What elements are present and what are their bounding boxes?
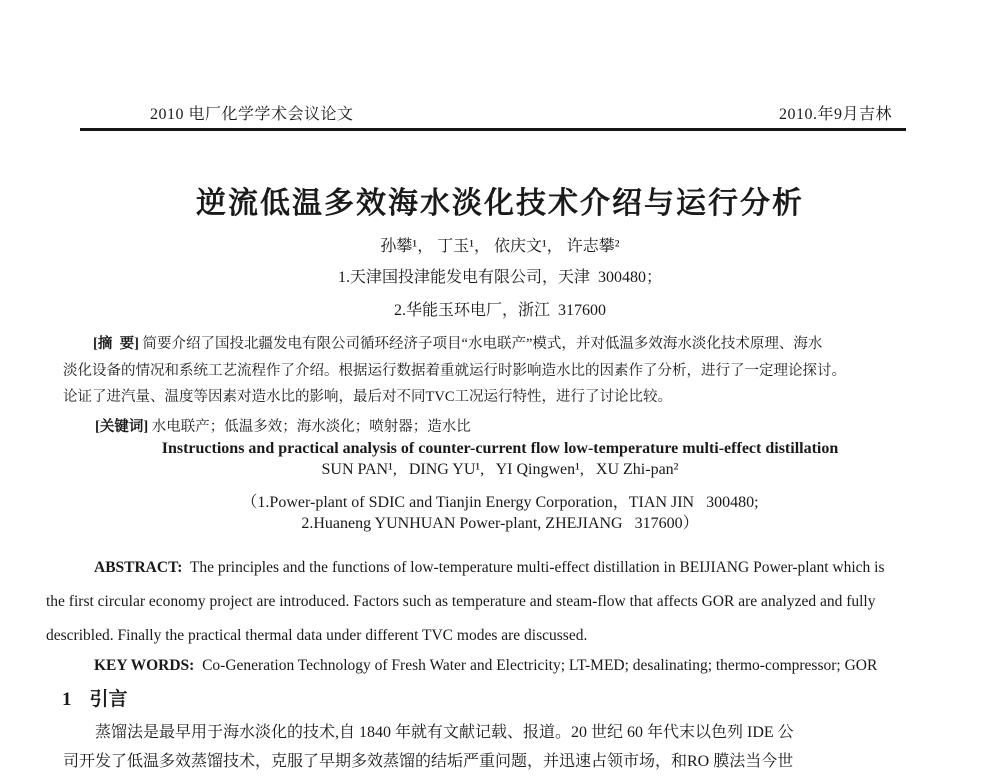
- header-issue-date: 2010.年9月吉林: [778, 106, 892, 123]
- abstract-en: [46, 559, 951, 661]
- keywords-cn-text: 水电联产；低温多效；海水淡化；喷射器；造水比: [151, 419, 471, 435]
- affiliation-cn-1: 1.天津国投津能发电有限公司，天津 300480；: [337, 269, 662, 286]
- abstract-cn-label: [摘 要]: [93, 336, 139, 352]
- affiliation-cn-2: 2.华能玉环电厂，浙江 317600: [393, 302, 606, 319]
- abstract-en-label: ABSTRACT:: [94, 559, 183, 576]
- keywords-cn-label: [关键词]: [95, 419, 149, 435]
- affiliation-en-2: 2.Huaneng YUNHUAN Power-plant, ZHEJIANG 317600）: [301, 515, 699, 532]
- section-1-heading: [62, 684, 128, 711]
- abstract-en-line-1: [46, 559, 951, 593]
- abstract-cn-line-2: 淡化设备的情况和系统工艺流程作了介绍。根据运行数据着重就运行时影响造水比的因素作了分析，进行了一定理论探讨。: [63, 362, 846, 379]
- paper-title-en: Instructions and practical analysis of counter-current flow low-temperature multi-effect distillation: [161, 440, 839, 457]
- keywords-cn: [95, 415, 471, 436]
- paper-title-cn: 逆流低温多效海水淡化技术介绍与运行分析: [196, 187, 804, 220]
- intro-paragraph-line-2: 司开发了低温多效蒸馏技术，克服了早期多效蒸馏的结垢严重问题，并迅速占领市场，和RO 膜法当今世: [63, 753, 794, 770]
- intro-paragraph-line-1: 蒸馏法是最早用于海水淡化的技术,自 1840 年就有文献记载、报道。20 世纪 60 年代末以色列 IDE 公: [95, 724, 794, 741]
- authors-en: SUN PAN¹, DING YU¹, YI Qingwen¹, XU Zhi-pan²: [321, 461, 679, 478]
- abstract-cn-text-1: 简要介绍了国投北疆发电有限公司循环经济子项目“水电联产”模式，并对低温多效海水淡化技术原理、海水: [142, 336, 823, 352]
- abstract-cn: [63, 332, 943, 412]
- abstract-en-text-1: The principles and the functions of low-temperature multi-effect distillation in BEIJIANG Power-plant which is: [189, 559, 885, 576]
- authors-cn: 孙攀¹， 丁玉¹， 依庆文¹， 许志攀²: [380, 238, 620, 255]
- abstract-cn-line-1: [63, 332, 943, 359]
- section-1-number: 1: [62, 689, 72, 710]
- keywords-en-text: Co-Generation Technology of Fresh Water and Electricity; LT-MED; desalinating; thermo-compressor; GOR: [202, 657, 878, 674]
- keywords-en: [94, 657, 877, 675]
- intro-paragraph: [63, 719, 948, 777]
- abstract-en-line-2: the first circular economy project are introduced. Factors such as temperature and steam-flow that affects GOR are analyzed and fully: [46, 593, 876, 610]
- header-proceedings-title: 2010 电厂化学学术会议论文: [150, 106, 354, 123]
- abstract-en-line-3: describled. Finally the practical thermal data under different TVC modes are discussed.: [46, 627, 588, 644]
- keywords-en-label: KEY WORDS:: [94, 657, 195, 674]
- section-1-title: 引言: [89, 689, 128, 710]
- abstract-cn-line-3: 论证了进汽量、温度等因素对造水比的影响，最后对不同TVC工况运行特性，进行了讨论比较。: [63, 389, 672, 405]
- affiliation-en-1: （1.Power-plant of SDIC and Tianjin Energy Corporation，TIAN JIN 300480;: [241, 494, 759, 511]
- header-divider-rule: [80, 128, 906, 131]
